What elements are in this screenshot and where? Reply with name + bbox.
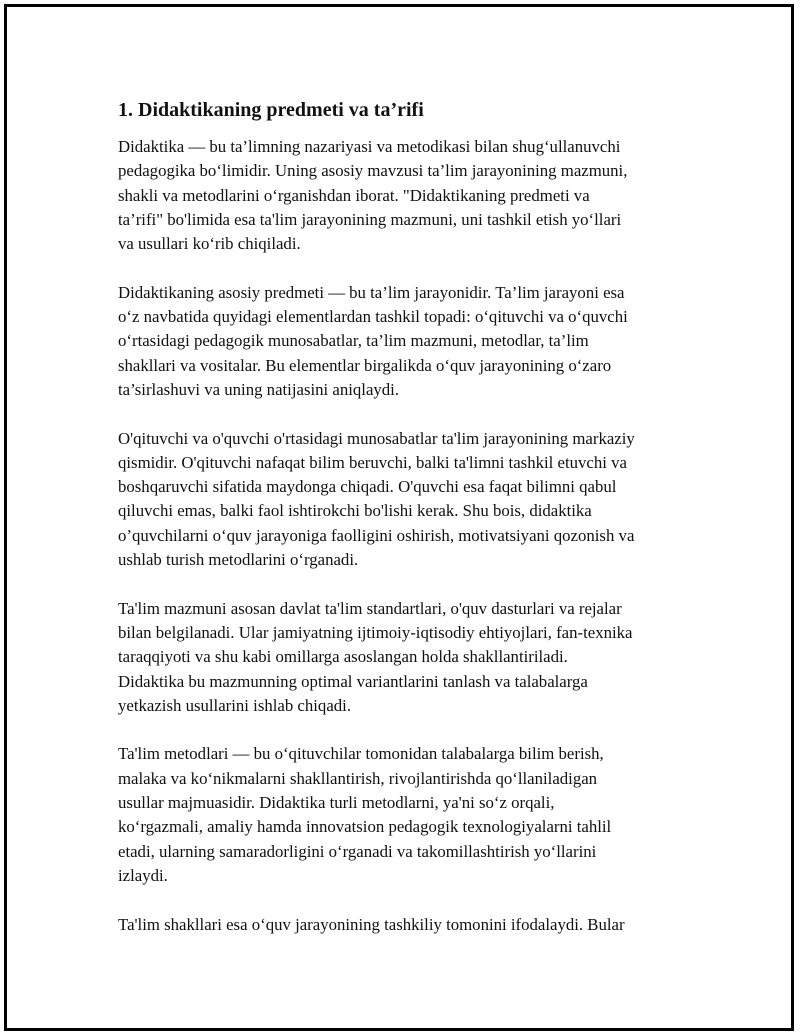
text-line: taraqqiyoti va shu kabi omillarga asoslangan holda shakllantiriladi. (118, 647, 568, 667)
paragraph (118, 742, 688, 888)
text-line: ta’rifi" bo'limida esa ta'lim jarayonining mazmuni, uni tashkil etish yo‘llari (118, 209, 622, 229)
text-line: Ta'lim mazmuni asosan davlat ta'lim standartlari, o'quv dasturlari va rejalar (118, 598, 622, 618)
text-line: izlaydi. (118, 865, 168, 885)
paragraph (118, 135, 688, 256)
text-line: ko‘rgazmali, amaliy hamda innovatsion pedagogik texnologiyalarni tahlil (118, 817, 612, 837)
text-line: O'qituvchi va o'quvchi o'rtasidagi munosabatlar ta'lim jarayonining markaziy (118, 428, 635, 448)
text-line: shakli va metodlarini o‘rganishdan iborat. "Didaktikaning predmeti va (118, 185, 590, 205)
text-line: ushlab turish metodlarini o‘rganadi. (118, 550, 359, 570)
text-line: yetkazish usullarini ishlab chiqadi. (118, 695, 352, 715)
text-line: qismidir. O'qituvchi nafaqat bilim beruvchi, balki ta'limni tashkil etuvchi va (118, 452, 627, 472)
paragraph (118, 427, 688, 573)
text-line: va usullari ko‘rib chiqiladi. (118, 234, 301, 254)
text-line: usullar majmuasidir. Didaktika turli metodlarni, ya'ni so‘z orqali, (118, 793, 555, 813)
text-line: boshqaruvchi sifatida maydonga chiqadi. O'quvchi esa faqat bilimni qabul (118, 477, 617, 497)
text-line: o’quvchilarni o‘quv jarayoniga faolligini oshirish, motivatsiyani qozonish va (118, 525, 635, 545)
text-line: pedagogika bo‘limidir. Uning asosiy mavzusi ta’lim jarayonining mazmuni, (118, 161, 628, 181)
text-line: o‘z navbatida quyidagi elementlardan tashkil topadi: o‘qituvchi va o‘quvchi (118, 307, 628, 327)
document-body (118, 97, 688, 961)
text-line: Ta'lim metodlari — bu o‘qituvchilar tomonidan talabalarga bilim berish, (118, 744, 604, 764)
text-line: qiluvchi emas, balki faol ishtirokchi bo'lishi kerak. Shu bois, didaktika (118, 501, 592, 521)
text-line: Didaktikaning asosiy predmeti — bu ta’lim jarayonidir. Ta’lim jarayoni esa (118, 282, 625, 302)
paragraph (118, 597, 688, 718)
text-line: Ta'lim shakllari esa o‘quv jarayonining tashkiliy tomonini ifodalaydi. Bular (118, 914, 625, 934)
text-line: ta’sirlashuvi va uning natijasini aniqlaydi. (118, 379, 400, 399)
text-line: bilan belgilanadi. Ular jamiyatning ijtimoiy-iqtisodiy ehtiyojlari, fan-texnika (118, 622, 633, 642)
text-line: o‘rtasidagi pedagogik munosabatlar, ta’lim mazmuni, metodlar, ta’lim (118, 331, 589, 351)
text-line: Didaktika — bu ta’limning nazariyasi va metodikasi bilan shug‘ullanuvchi (118, 137, 621, 156)
paragraph (118, 281, 688, 402)
section-heading: 1. Didaktikaning predmeti va ta’rifi (118, 99, 424, 121)
text-line: shakllari va vositalar. Bu elementlar birgalikda o‘quv jarayonining o‘zaro (118, 355, 612, 375)
page-frame (4, 4, 794, 1031)
paragraph (118, 913, 688, 937)
text-line: etadi, ularning samaradorligini o‘rganadi va takomillashtirish yo‘llarini (118, 841, 597, 861)
text-line: Didaktika bu mazmunning optimal variantlarini tanlash va talabalarga (118, 671, 588, 691)
text-line: malaka va ko‘nikmalarni shakllantirish, rivojlantirishda qo‘llaniladigan (118, 768, 598, 788)
